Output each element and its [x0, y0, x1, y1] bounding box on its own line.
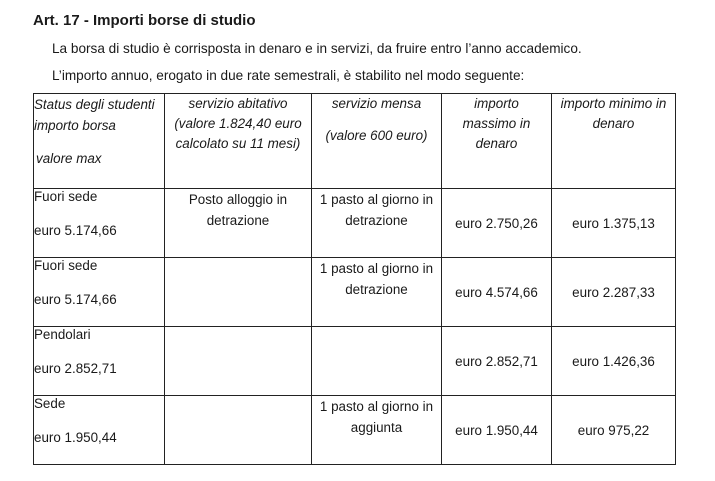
- header-status-line3: valore max: [36, 151, 102, 166]
- abitativo-line2: detrazione: [206, 213, 270, 228]
- cell-massimo: euro 2.750,26: [442, 189, 552, 258]
- cell-abitativo: [165, 396, 312, 465]
- mensa-line2: detrazione: [345, 213, 408, 228]
- cell-minimo: euro 1.426,36: [552, 327, 676, 396]
- table-row: [34, 327, 676, 396]
- mensa-line1: 1 pasto al giorno in: [319, 399, 434, 414]
- amount-paragraph: L’importo annuo, erogato in due rate semestrali, è stabilito nel modo seguente:: [52, 68, 525, 83]
- header-mensa-line2: (valore 600 euro): [325, 128, 428, 143]
- table-header-row: [34, 94, 676, 189]
- abitativo-line1: Posto alloggio in: [188, 192, 288, 207]
- cell-minimo: euro 2.287,33: [552, 258, 676, 327]
- header-abitativo-line3: calcolato su 11 mesi): [175, 136, 301, 151]
- cell-massimo: euro 2.852,71: [442, 327, 552, 396]
- status-amount: euro 1.950,44: [34, 430, 117, 445]
- cell-minimo: euro 975,22: [552, 396, 676, 465]
- header-massimo-line3: denaro: [475, 136, 518, 151]
- header-abitativo-line2: (valore 1.824,40 euro: [174, 116, 302, 131]
- status-amount: euro 2.852,71: [34, 361, 117, 376]
- status-amount: euro 5.174,66: [34, 292, 117, 307]
- cell-minimo: euro 1.375,13: [552, 189, 676, 258]
- header-status-line2: importo borsa: [34, 118, 116, 133]
- cell-mensa: [312, 327, 442, 396]
- header-minimo: [552, 94, 676, 189]
- header-massimo-line1: importo: [474, 96, 519, 111]
- cell-massimo: euro 4.574,66: [442, 258, 552, 327]
- intro-paragraph: La borsa di studio è corrisposta in denaro e in servizi, da fruire entro l’anno accademico.: [52, 41, 582, 56]
- status-label: Pendolari: [34, 327, 91, 342]
- status-label: Sede: [34, 396, 66, 411]
- header-status: [34, 94, 165, 189]
- mensa-line1: 1 pasto al giorno in: [319, 261, 434, 276]
- cell-mensa: [312, 396, 442, 465]
- cell-status: [34, 396, 165, 465]
- table-row: [34, 258, 676, 327]
- header-abitativo: [165, 94, 312, 189]
- mensa-line2: aggiunta: [350, 420, 403, 435]
- status-label: Fuori sede: [34, 189, 98, 204]
- scholarship-amounts-table: [33, 93, 676, 465]
- cell-status: [34, 258, 165, 327]
- header-mensa: [312, 94, 442, 189]
- cell-abitativo: [165, 258, 312, 327]
- header-minimo-line2: denaro: [592, 116, 635, 131]
- mensa-line2: detrazione: [345, 282, 408, 297]
- cell-mensa: [312, 189, 442, 258]
- table-row: [34, 189, 676, 258]
- header-massimo: [442, 94, 552, 189]
- article-title: Art. 17 - Importi borse di studio: [33, 12, 256, 29]
- header-status-line1: Status degli studenti: [34, 97, 155, 112]
- header-minimo-line1: importo minimo in: [560, 96, 667, 111]
- status-label: Fuori sede: [34, 258, 98, 273]
- cell-massimo: euro 1.950,44: [442, 396, 552, 465]
- header-mensa-line1: servizio mensa: [331, 96, 422, 111]
- cell-abitativo: [165, 327, 312, 396]
- cell-status: [34, 327, 165, 396]
- cell-mensa: [312, 258, 442, 327]
- cell-abitativo: [165, 189, 312, 258]
- status-amount: euro 5.174,66: [34, 223, 117, 238]
- header-massimo-line2: massimo in: [462, 116, 531, 131]
- header-abitativo-line1: servizio abitativo: [188, 96, 288, 111]
- table-row: [34, 396, 676, 465]
- mensa-line1: 1 pasto al giorno in: [319, 192, 434, 207]
- cell-status: [34, 189, 165, 258]
